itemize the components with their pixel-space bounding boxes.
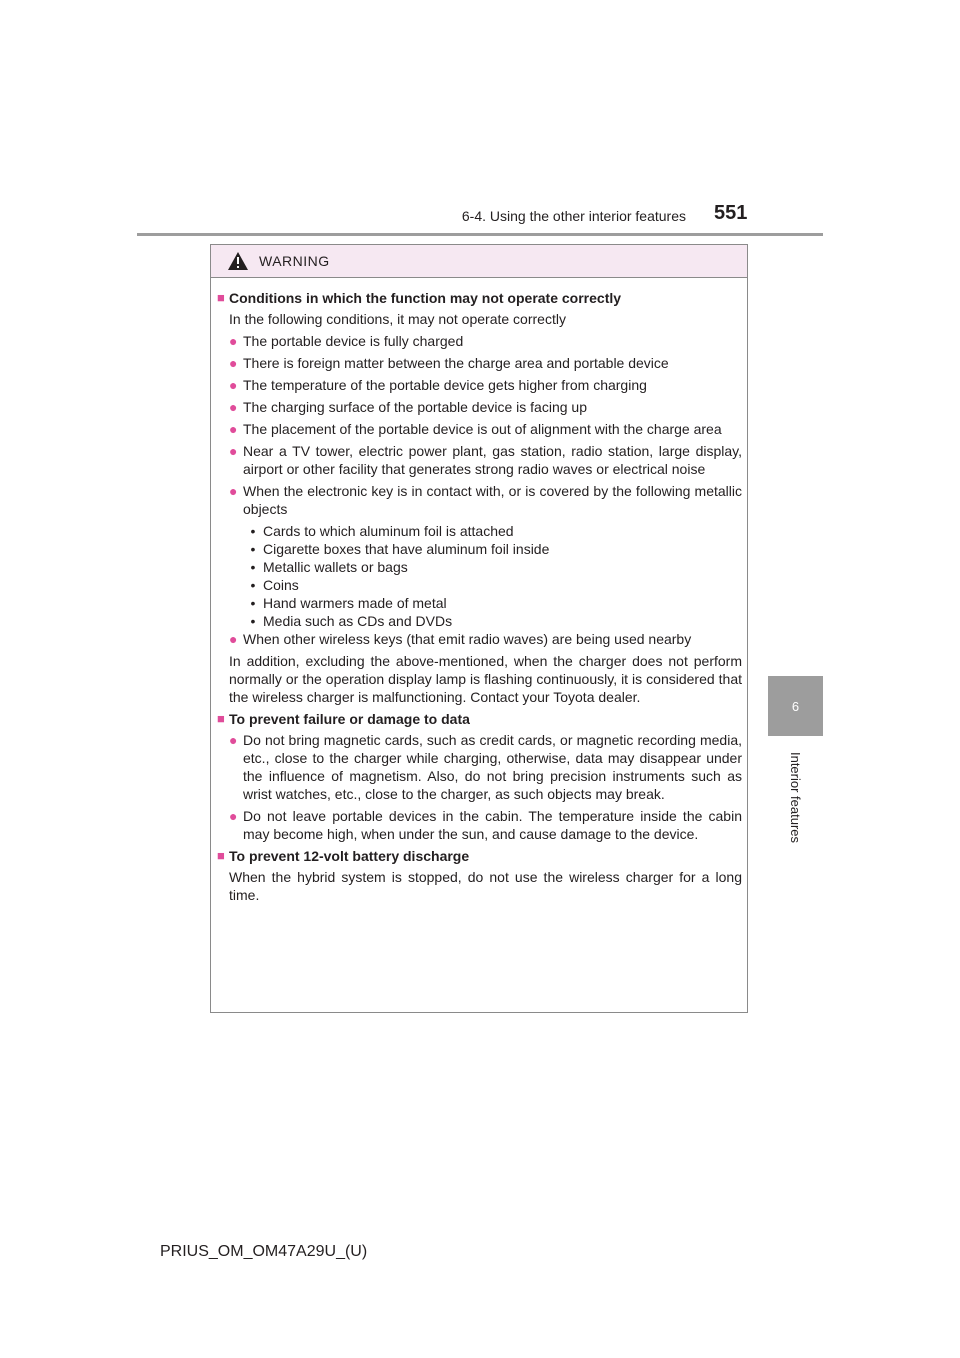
list-item: ● Near a TV tower, electric power plant, gas station, radio station, large display, airport or other facility that generates strong radio waves or electrical noise — [229, 443, 742, 477]
circle-bullet-icon: ● — [229, 421, 238, 437]
section-heading-text: Conditions in which the function may not operate correctly — [229, 290, 622, 306]
circle-bullet-icon: ● — [229, 483, 238, 499]
section-heading — [217, 289, 742, 307]
sub-list-item: • Media such as CDs and DVDs — [250, 613, 453, 629]
section-heading-text: To prevent 12-volt battery discharge — [229, 848, 470, 864]
circle-bullet-icon: ● — [229, 732, 238, 748]
warning-box — [210, 244, 748, 1013]
square-marker-icon: ■ — [217, 848, 225, 863]
warning-body — [211, 278, 747, 904]
sub-list-item: • Coins — [250, 577, 299, 593]
warning-heading: WARNING — [259, 253, 330, 269]
circle-bullet-icon: ● — [229, 808, 238, 824]
metallic-objects-list — [217, 522, 742, 630]
square-marker-icon: ■ — [217, 290, 225, 305]
page-number: 551 — [714, 202, 748, 224]
sub-list-item: • Metallic wallets or bags — [250, 559, 408, 575]
circle-bullet-icon: ● — [229, 399, 238, 415]
chapter-label: Interior features — [788, 751, 804, 843]
section-closing: In addition, excluding the above-mentioned, when the charger does not perform normally or the operation display lamp is flashing continuously, it is considered that the wireless charger is malfunctioning. Contact your Toyota dealer. — [229, 653, 742, 705]
section-text: When the hybrid system is stopped, do not use the wireless charger for a long time. — [229, 869, 742, 903]
chapter-tab — [768, 676, 823, 736]
chapter-number: 6 — [791, 698, 800, 714]
list-item: ● The placement of the portable device is out of alignment with the charge area — [229, 421, 722, 437]
list-item: ● The charging surface of the portable device is facing up — [229, 399, 587, 415]
circle-bullet-icon: ● — [229, 333, 238, 349]
manual-code: PRIUS_OM_OM47A29U_(U) — [160, 1243, 368, 1260]
section-heading — [217, 710, 742, 728]
sub-list-item: • Hand warmers made of metal — [250, 595, 447, 611]
section-heading-text: To prevent failure or damage to data — [229, 711, 470, 727]
sub-list-item: • Cards to which aluminum foil is attached — [250, 523, 514, 539]
circle-bullet-icon: ● — [229, 355, 238, 371]
section-heading — [217, 847, 742, 865]
chapter-label-container — [768, 742, 823, 852]
list-item: ● When other wireless keys (that emit radio waves) are being used nearby — [229, 631, 692, 647]
circle-bullet-icon: ● — [229, 377, 238, 393]
circle-bullet-icon: ● — [229, 631, 238, 647]
list-item: ● The temperature of the portable device gets higher from charging — [229, 377, 647, 393]
circle-bullet-icon: ● — [229, 443, 238, 459]
header-divider — [137, 233, 823, 236]
warning-triangle-icon — [227, 251, 249, 271]
list-item: ● The portable device is fully charged — [229, 333, 464, 349]
list-item: ● There is foreign matter between the charge area and portable device — [229, 355, 669, 371]
warning-header — [211, 245, 747, 278]
list-item: ● Do not leave portable devices in the cabin. The temperature inside the cabin may become high, when under the sun, and cause damage to the device. — [229, 808, 742, 842]
section-title: 6-4. Using the other interior features — [461, 208, 686, 224]
square-marker-icon: ■ — [217, 711, 225, 726]
section-intro: In the following conditions, it may not operate correctly — [229, 311, 566, 327]
sub-list-item: • Cigarette boxes that have aluminum foil inside — [250, 541, 550, 557]
list-item: ● Do not bring magnetic cards, such as credit cards, or magnetic recording media, etc., close to the charger while charging, otherwise, data may disappear under the influence of magnetism. Also, do not bring precision instruments such as wrist watches, etc., close to the charger, as such objects may break. — [229, 732, 742, 802]
list-item: ● When the electronic key is in contact with, or is covered by the following metallic objects — [229, 483, 742, 517]
